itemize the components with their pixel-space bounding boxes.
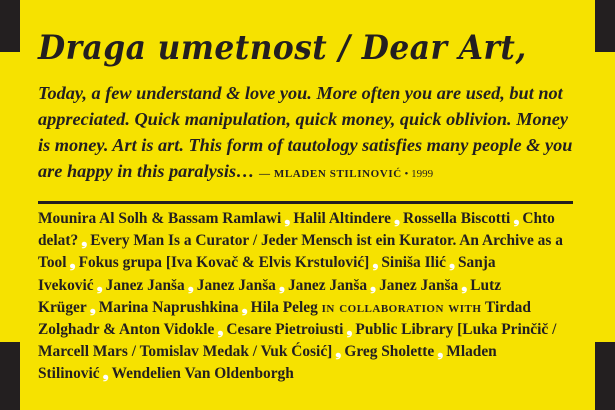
artist-name: Janez Janša	[379, 276, 459, 294]
separator-glyph: ❟	[513, 210, 520, 227]
separator-glyph: ❟	[96, 276, 103, 294]
poster-title: Draga umetnost / Dear Art,	[38, 28, 527, 68]
separator-glyph: ❟	[448, 254, 455, 272]
artist-name: Janez Janša	[105, 276, 185, 294]
separator-glyph: ❟	[89, 298, 96, 316]
artist-name: Cesare Pietroiusti	[226, 321, 344, 339]
separator-glyph: ❟	[187, 276, 194, 294]
separator-glyph: ❟	[461, 276, 468, 294]
artist-name: Mounira Al Solh & Bassam Ramlawi	[38, 210, 282, 227]
artist-name: Janez Janša	[287, 276, 368, 294]
artist-name: Mladen Stilinović	[38, 343, 497, 383]
separator-glyph: ❟	[346, 321, 353, 339]
artist-name: Sanja Iveković	[38, 254, 496, 294]
artist-name: Hila Peleg	[250, 298, 318, 316]
artist-name: Public Library [Luka Prinčič / Marcell Mars / Tomislav Medak / Vuk Ćosić]	[38, 321, 557, 361]
letter-text: Today, a few understand & love you. More often you are used, but not appreciated. Quick manipulation, quick money, quick oblivion. Money is money. Art is art. This form of tautology satisfies many people & you are happy in this paralysis…	[38, 83, 573, 181]
left-band	[0, 52, 20, 342]
separator-glyph: ❟	[217, 321, 224, 339]
separator-glyph: ❟	[278, 276, 285, 294]
divider-rule	[38, 201, 573, 204]
separator-glyph: ❟	[370, 276, 377, 294]
letter-signature: — MLADEN STILINOVIĆ	[258, 168, 402, 180]
letter-year: 1999	[411, 168, 434, 180]
separator-glyph: ❟	[241, 298, 248, 316]
artist-name: Tirdad Zolghadr & Anton Vidokle	[38, 298, 531, 339]
letter-bullet: •	[401, 168, 412, 180]
collab-phrase: in collaboration with	[321, 298, 482, 316]
artist-name: Wendelien Van Oldenborgh	[111, 365, 294, 383]
dear-art-letter	[38, 80, 583, 187]
artist-name: Rossella Biscotti	[403, 210, 511, 227]
separator-glyph: ❟	[69, 254, 76, 272]
artist-name: Marina Naprushkina	[98, 298, 239, 316]
separator-glyph: ❟	[81, 232, 88, 250]
artist-name: Fokus grupa [Iva Kovač & Elvis Krstulović]	[78, 254, 370, 272]
artist-list	[38, 208, 583, 386]
separator-glyph: ❟	[284, 210, 291, 227]
separator-glyph: ❟	[102, 365, 109, 383]
artist-name: Siniša Ilić	[381, 254, 446, 272]
separator-glyph: ❟	[437, 343, 444, 361]
separator-glyph: ❟	[372, 254, 379, 272]
separator-glyph: ❟	[335, 343, 342, 361]
right-band	[595, 52, 615, 342]
artist-name: Chto delat?	[38, 210, 555, 250]
artist-name: Every Man Is a Curator / Jeder Mensch ist ein Kurator. An Archive as a Tool	[38, 232, 563, 272]
separator-glyph: ❟	[393, 210, 400, 227]
artist-name: Lutz Krüger	[38, 276, 502, 316]
artist-name: Janez Janša	[196, 276, 276, 294]
artist-name: Greg Sholette	[344, 343, 435, 361]
artist-name: Halil Altindere	[293, 210, 391, 227]
